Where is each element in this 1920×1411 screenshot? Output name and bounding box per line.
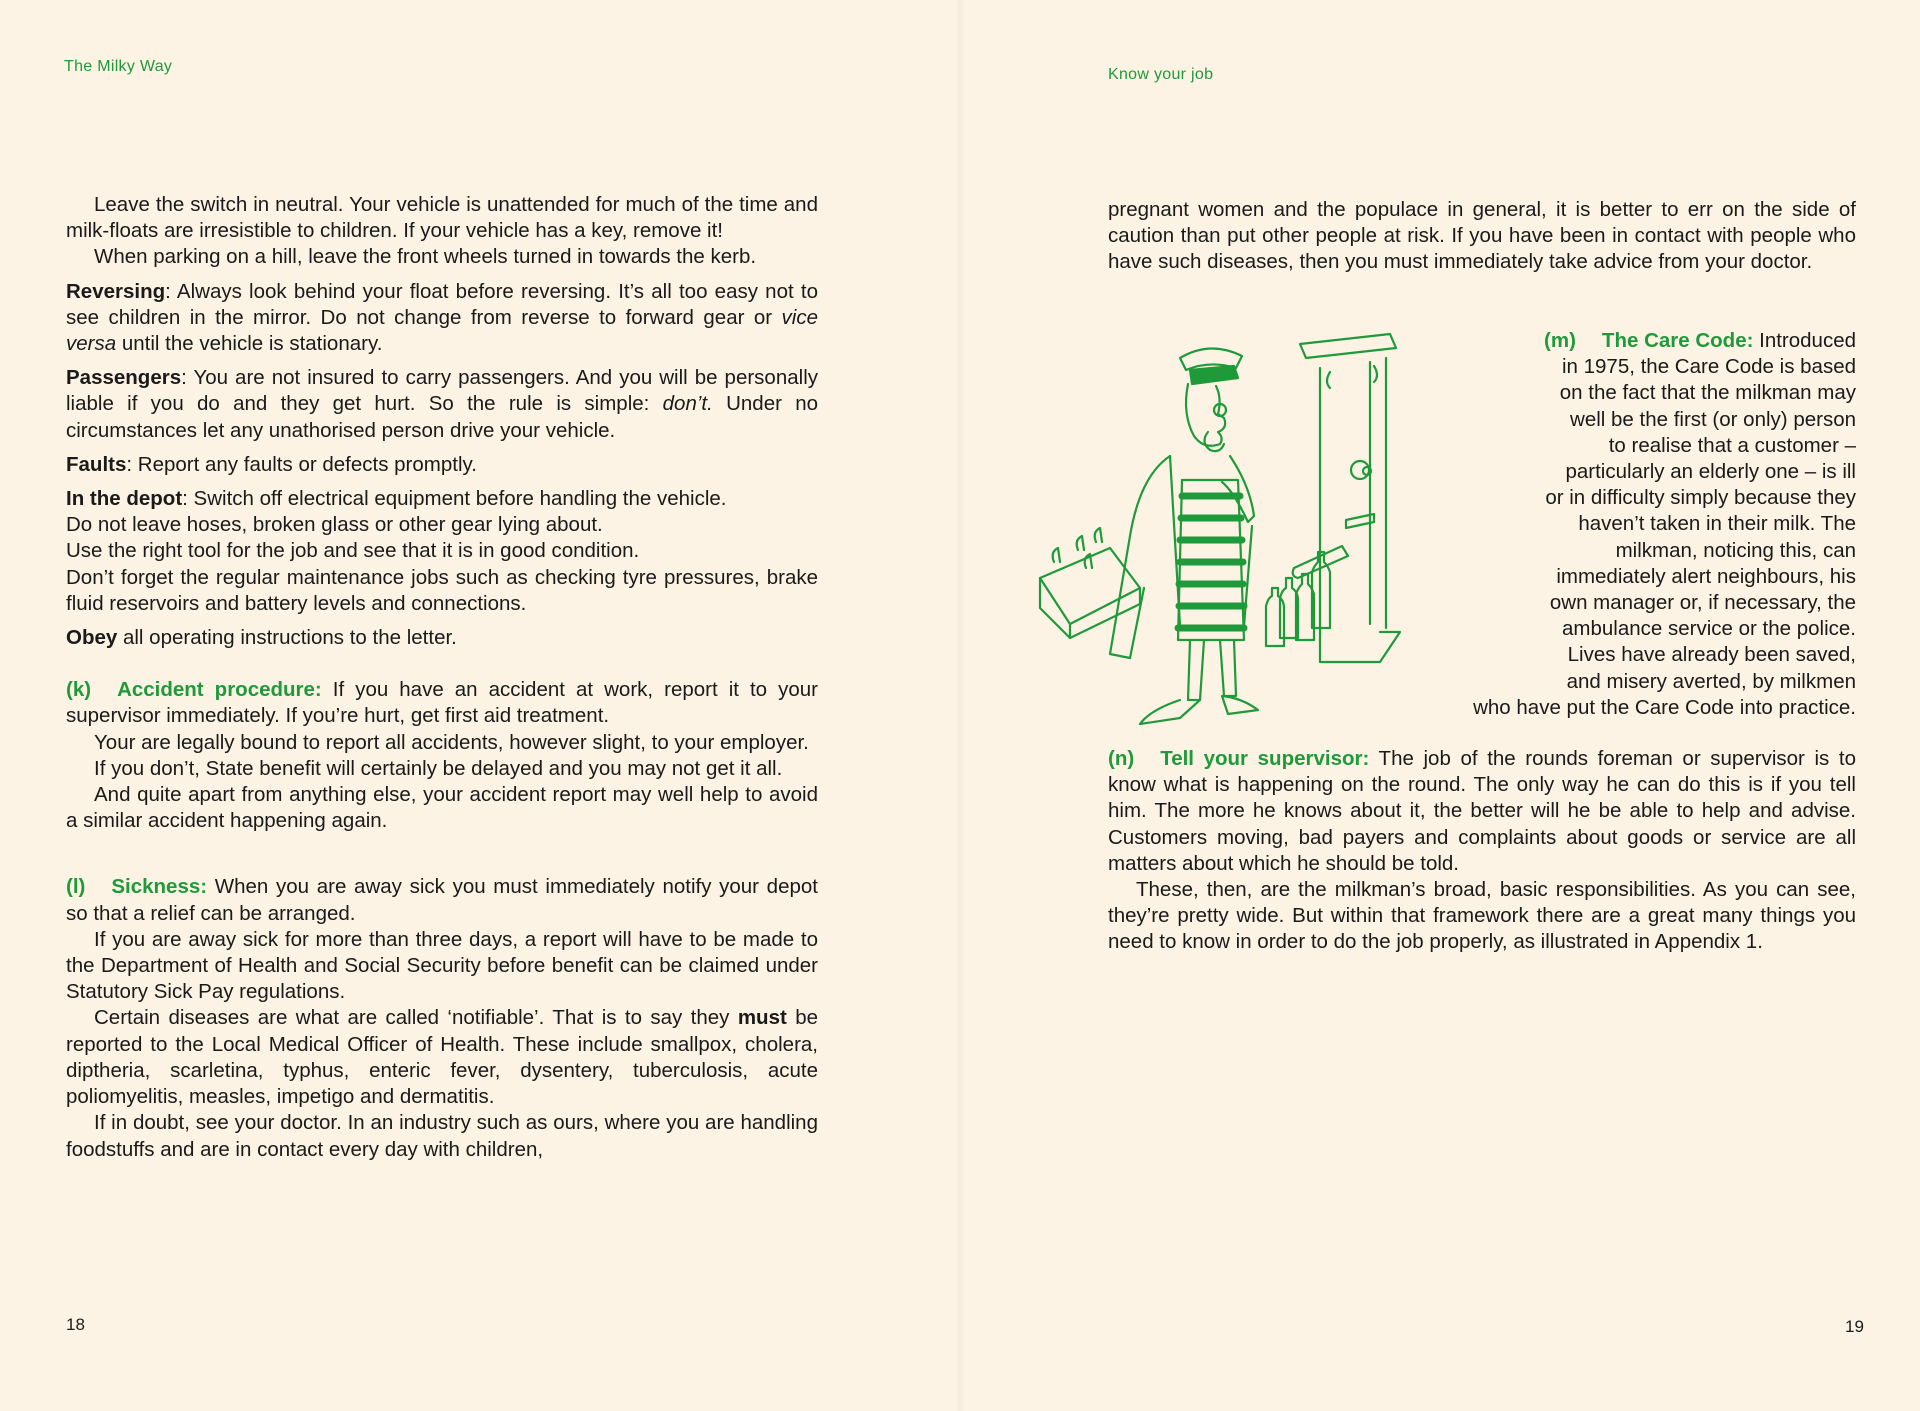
depot-text: Switch off electrical equipment before handling the vehicle.: [187, 487, 727, 511]
section-letter: (m): [1544, 329, 1576, 352]
emphasis-must: must: [737, 1006, 787, 1030]
term-obey: Obey: [66, 626, 118, 650]
reversing-text-end: until the vehicle is stationary.: [116, 332, 383, 356]
care-code-line: ambulance service or the police.: [1562, 617, 1856, 641]
passengers-text: You are not insured to carry passengers. And you will be personally liable if you do and they get hurt. So the rule is simple:: [66, 366, 818, 416]
care-code-line: particularly an elderly one – is ill: [1565, 460, 1856, 484]
paragraph-depot: [66, 486, 818, 512]
care-code-line: haven’t taken in their milk. The: [1578, 512, 1856, 536]
section-title: Accident procedure:: [117, 678, 322, 702]
section-k-p2: Your are legally bound to report all accidents, however slight, to your employer.: [94, 730, 809, 754]
care-code-line: who have put the Care Code into practice.: [1473, 695, 1856, 719]
paragraph-depot-hoses: Do not leave hoses, broken glass or other gear lying about.: [66, 513, 603, 537]
care-code-line: to realise that a customer –: [1608, 433, 1856, 457]
paragraph-neutral: Leave the switch in neutral. Your vehicle is unattended for much of the time and milk-floats are irresistible to children. If your vehicle has a key, remove it!: [66, 193, 818, 243]
term-depot: In the depot: [66, 487, 183, 511]
section-l-p2: If you are away sick for more than three days, a report will have to be made to the Department of Health and Social Security before benefit can be claimed under Statutory Sick Pay regulations.: [66, 927, 818, 1004]
care-code-text: [1030, 328, 1856, 721]
passengers-text-end: Under no circumstances let any unathorised person drive your vehicle.: [66, 392, 819, 442]
care-code-line: well be the first (or only) person: [1570, 407, 1856, 431]
running-head-right: Know your job: [1108, 66, 1214, 83]
section-n-text: The job of the rounds foreman or supervisor is to know what is happening on the round. The only way he can do this is if you tell him. The more he knows about it, the better will he be able to help and advise. Customers moving, bad payers and complaints about goods or service are all matters about which he should be told.: [1108, 747, 1856, 875]
care-code-line: and misery averted, by milkmen: [1566, 669, 1856, 693]
care-code-line: milkman, noticing this, can: [1615, 538, 1856, 562]
paragraph-reversing: [66, 279, 818, 358]
section-l-text: When you are away sick you must immediately notify your depot so that a relief can be arranged.: [66, 875, 818, 925]
passengers-italic: don’t.: [662, 392, 713, 416]
section-l-p3: [66, 1005, 818, 1110]
section-k-heading: [66, 677, 818, 729]
obey-text: all operating instructions to the letter.: [117, 626, 457, 650]
care-code-line: immediately alert neighbours, his: [1556, 564, 1856, 588]
section-l-heading: [66, 874, 818, 926]
term-reversing: Reversing: [66, 279, 166, 303]
colon: :: [126, 452, 133, 476]
paragraph-depot-tool: Use the right tool for the job and see that it is in good condition.: [66, 539, 640, 563]
section-letter: (l): [66, 875, 86, 899]
care-code-line: or in difficulty simply because they: [1545, 486, 1856, 510]
paragraph-faults: [66, 452, 818, 478]
care-code-line: Introduced: [1753, 329, 1856, 352]
reversing-text: Always look behind your float before reversing. It’s all too easy not to see children in the mirror. Do not change from reverse to forward gear or: [66, 279, 818, 329]
care-code-line: own manager or, if necessary, the: [1549, 591, 1856, 615]
reversing-italic: vice versa: [66, 305, 818, 356]
care-code-line: on the fact that the milkman may: [1559, 381, 1856, 405]
section-title: The Care Code:: [1601, 329, 1754, 352]
section-title: Sickness:: [111, 875, 208, 899]
care-code-section: [1030, 328, 1856, 728]
left-column: [66, 192, 818, 1163]
section-k-p4: And quite apart from anything else, your accident report may well help to avoid a similar accident happening again.: [66, 783, 818, 833]
section-n-p2: These, then, are the milkman’s broad, basic responsibilities. As you can see, they’re pretty wide. But within that framework there are a great many things you need to know in order to do the job properly, as illustrated in Appendix 1.: [1108, 878, 1856, 954]
faults-text: Report any faults or defects promptly.: [132, 452, 477, 476]
care-code-heading-line: [1030, 328, 1856, 354]
section-k-text: If you have an accident at work, report it to your supervisor immediately. If you’re hurt, get first aid treatment.: [66, 678, 818, 728]
term-faults: Faults: [66, 452, 127, 476]
section-l-p3-text-end: be reported to the Local Medical Officer of Health. These include smallpox, cholera, diptheria, scarletina, typhus, enteric fever, dysentery, tuberculosis, acute poliomyelitis, measles, impetigo and dermatitis.: [66, 1006, 819, 1109]
continuation-paragraph-wrap: [1108, 197, 1856, 276]
care-code-line: in 1975, the Care Code is based: [1561, 355, 1856, 379]
running-head-left: The Milky Way: [64, 58, 173, 75]
section-n: [1108, 746, 1856, 956]
page-number-right: 19: [1845, 1317, 1864, 1336]
section-n-heading: [1108, 746, 1856, 877]
colon: :: [182, 487, 188, 511]
section-letter: (n): [1108, 747, 1135, 770]
term-passengers: Passengers: [66, 366, 182, 390]
section-title: Tell your supervisor:: [1160, 747, 1370, 770]
page-number-left: 18: [66, 1315, 85, 1334]
section-l-p4: If in doubt, see your doctor. In an industry such as ours, where you are handling foodstuffs and are in contact every day with children,: [66, 1111, 818, 1161]
section-k-p3: If you don’t, State benefit will certainly be delayed and you may not get it all.: [94, 756, 783, 780]
section-l-p3-text: Certain diseases are what are called ‘notifiable’. That is to say they: [94, 1006, 738, 1030]
continuation-paragraph: pregnant women and the populace in general, it is better to err on the side of caution than put other people at risk. If you have been in contact with people who have such diseases, then you must immediately take advice from your doctor.: [1108, 198, 1856, 274]
colon: :: [181, 366, 187, 390]
care-code-line: Lives have already been saved,: [1567, 643, 1856, 667]
paragraph-passengers: [66, 365, 818, 444]
paragraph-depot-maintenance: Don’t forget the regular maintenance jobs such as checking tyre pressures, brake fluid reservoirs and battery levels and connections.: [66, 565, 818, 615]
colon: :: [165, 279, 171, 303]
section-letter: (k): [66, 678, 92, 702]
paragraph-obey: [66, 625, 818, 651]
right-page: [960, 0, 1920, 1411]
paragraph-parking-hill: When parking on a hill, leave the front wheels turned in towards the kerb.: [94, 245, 757, 269]
